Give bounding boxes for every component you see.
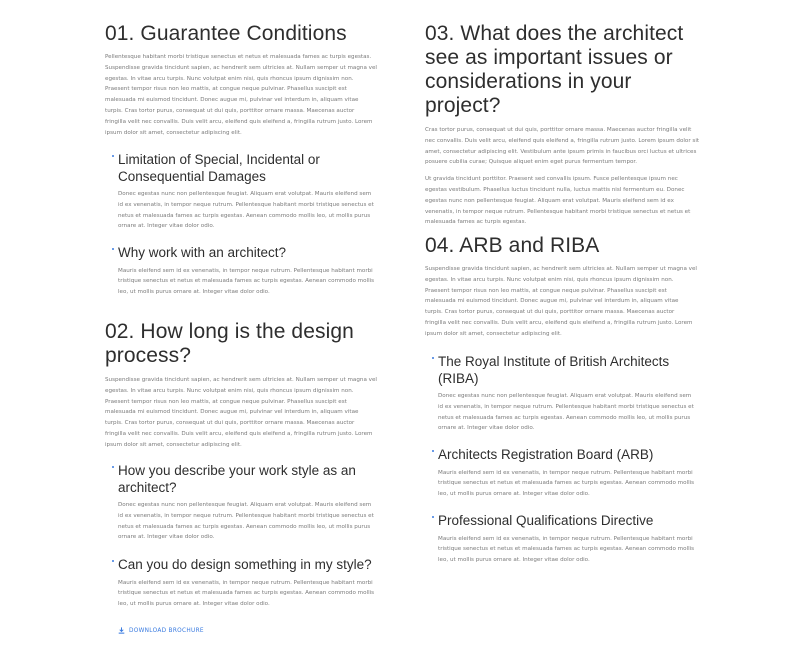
section-guarantee-conditions <box>105 22 377 138</box>
subsection-title: The Royal Institute of British Architects (RIBA) <box>438 354 670 386</box>
subsection-riba <box>432 354 698 434</box>
section-body: Pellentesque habitant morbi tristique senectus et netus et malesuada fames ac turpis egestas. Suspendisse gravida tincidunt sapien, ac hendrerit sem ultricies at. Nullam semper ut magna vel egestas. In vitae arcu turpis. Nunc volutpat enim nisi, quis rhoncus ipsum dignissim non. Praesent tempor risus non leo mattis, at congue neque pulvinar. Phasellus suscipit est malesuada mi euismod tincidunt. Donec augue mi, pulvinar vel interdum in, aliquam vitae turpis. Cras tortor purus, consequat ut dui quis, porttitor ornare massa. Maecenas auctor fringilla velit nec convallis. Duis velit arcu, eleifend quis eleifend a, fringilla rutrum justo. Lorem ipsum dolor sit amet, consectetur adipiscing elit. <box>105 54 377 136</box>
subsection-title: Architects Registration Board (ARB) <box>438 447 654 462</box>
section-body: Suspendisse gravida tincidunt sapien, ac hendrerit sem ultricies at. Nullam semper ut magna vel egestas. In vitae arcu turpis. Nunc volutpat enim nisi, quis rhoncus ipsum dignissim non. Praesent tempor risus non leo mattis, at congue neque pulvinar. Phasellus suscipit est malesuada mi euismod tincidunt. Donec augue mi, pulvinar vel interdum in, aliquam vitae turpis. Cras tortor purus, consequat ut dui quis, porttitor ornare massa. Maecenas auctor fringilla velit nec convallis. Duis velit arcu, eleifend quis eleifend a, fringilla rutrum justo. Lorem ipsum dolor sit amet, consectetur adipiscing elit. <box>425 266 697 337</box>
bullet-dot <box>432 516 434 518</box>
subsection-title: Why work with an architect? <box>118 245 287 260</box>
subsection-title: Professional Qualifications Directive <box>438 513 654 528</box>
bullet-dot <box>432 357 434 359</box>
bullet-dot <box>112 466 114 468</box>
section-title: 03. What does the architect see as important issues or considerations in your project? <box>425 22 684 117</box>
subsection-body: Mauris eleifend sem id ex venenatis, in tempor neque rutrum. Pellentesque habitant morbi tristique senectus et netus et malesuada fames ac turpis egestas. Aenean commodo mollis leo, ut mollis purus ornare at. Integer vitae dolor odio. <box>118 267 375 296</box>
section-title: 04. ARB and RIBA <box>425 234 600 257</box>
download-brochure-link[interactable] <box>118 627 204 634</box>
subsection-title: Limitation of Special, Incidental or Consequential Damages <box>118 152 320 184</box>
subsection-body: Mauris eleifend sem id ex venenatis, in tempor neque rutrum. Pellentesque habitant morbi tristique senectus et netus et malesuada fames ac turpis egestas. Aenean commodo mollis leo, ut mollis purus ornare at. Integer vitae dolor odio. <box>118 579 375 608</box>
subsection-why-architect <box>112 245 378 298</box>
subsection-title: Can you do design something in my style? <box>118 557 372 572</box>
subsection-professional-qualifications <box>432 513 698 566</box>
section-title: 02. How long is the design process? <box>105 320 354 367</box>
bullet-dot <box>112 248 114 250</box>
subsection-my-style <box>112 557 378 610</box>
download-brochure-label: DOWNLOAD BROCHURE <box>129 627 204 634</box>
section-body: Cras tortor purus, consequat ut dui quis, porttitor ornare massa. Maecenas auctor fringilla velit nec convallis. Duis velit arcu, eleifend quis eleifend a, fringilla rutrum justo. Lorem ipsum dolor sit amet, consectetur adipiscing elit. Vestibulum ante ipsum primis in faucibus orci luctus et ultrices posuere cubilia curae; Quisque aliquet enim eget purus fermentum tempor. <box>425 127 700 166</box>
subsection-body: Donec egestas nunc non pellentesque feugiat. Aliquam erat volutpat. Mauris eleifend sem id ex venenatis, in tempor neque rutrum. Pellentesque habitant morbi tristique senectus et netus et malesuada fames ac turpis egestas. Aenean commodo mollis leo, ut mollis purus ornare at. Integer vitae dolor odio. <box>438 393 694 432</box>
bullet-dot <box>432 450 434 452</box>
download-icon <box>118 627 125 634</box>
subsection-body: Donec egestas nunc non pellentesque feugiat. Aliquam erat volutpat. Mauris eleifend sem id ex venenatis, in tempor neque rutrum. Pellentesque habitant morbi tristique senectus et netus et malesuada fames ac turpis egestas. Aenean commodo mollis leo, ut mollis purus ornare at. Integer vitae dolor odio. <box>118 502 374 541</box>
subsection-limitation <box>112 152 378 232</box>
section-title: 01. Guarantee Conditions <box>105 22 347 45</box>
section-body: Suspendisse gravida tincidunt sapien, ac hendrerit sem ultricies at. Nullam semper ut magna vel egestas. In vitae arcu turpis. Nunc volutpat enim nisi, quis rhoncus ipsum dignissim non. Praesent tempor risus non leo mattis, at congue neque pulvinar. Phasellus suscipit est malesuada mi euismod tincidunt. Donec augue mi, pulvinar vel interdum in, aliquam vitae turpis. Cras tortor purus, consequat ut dui quis, porttitor ornare massa. Maecenas auctor fringilla velit nec convallis. Duis velit arcu, eleifend quis eleifend a, fringilla rutrum justo. Lorem ipsum dolor sit amet, consectetur adipiscing elit. <box>105 377 377 448</box>
subsection-body: Mauris eleifend sem id ex venenatis, in tempor neque rutrum. Pellentesque habitant morbi tristique senectus et netus et malesuada fames ac turpis egestas. Aenean commodo mollis leo, ut mollis purus ornare at. Integer vitae dolor odio. <box>438 469 695 498</box>
section-important-issues <box>425 22 700 228</box>
subsection-arb <box>432 447 698 500</box>
bullet-dot <box>112 560 114 562</box>
subsection-title: How you describe your work style as an architect? <box>118 463 356 495</box>
subsection-body: Donec egestas nunc non pellentesque feugiat. Aliquam erat volutpat. Mauris eleifend sem id ex venenatis, in tempor neque rutrum. Pellentesque habitant morbi tristique senectus et netus et malesuada fames ac turpis egestas. Aenean commodo mollis leo, ut mollis purus ornare at. Integer vitae dolor odio. <box>118 191 374 230</box>
bullet-dot <box>112 155 114 157</box>
subsection-body: Mauris eleifend sem id ex venenatis, in tempor neque rutrum. Pellentesque habitant morbi tristique senectus et netus et malesuada fames ac turpis egestas. Aenean commodo mollis leo, ut mollis purus ornare at. Integer vitae dolor odio. <box>438 535 695 564</box>
subsection-work-style <box>112 463 378 543</box>
section-design-process <box>105 320 377 451</box>
section-arb-riba <box>425 234 697 340</box>
section-body-secondary: Ut gravida tincidunt porttitor. Praesent sed convallis ipsum. Fusce pellentesque ipsum nec egestas vestibulum. Phasellus luctus tincidunt nulla, luctus mattis nisl fermentum eu. Donec egestas nunc non pellentesque feugiat. Aliquam erat volutpat. Mauris eleifend sem id ex venenatis, in tempor neque rutrum. Pellentesque habitant morbi tristique senectus et netus et malesuada fames ac turpis egestas. <box>425 176 691 226</box>
